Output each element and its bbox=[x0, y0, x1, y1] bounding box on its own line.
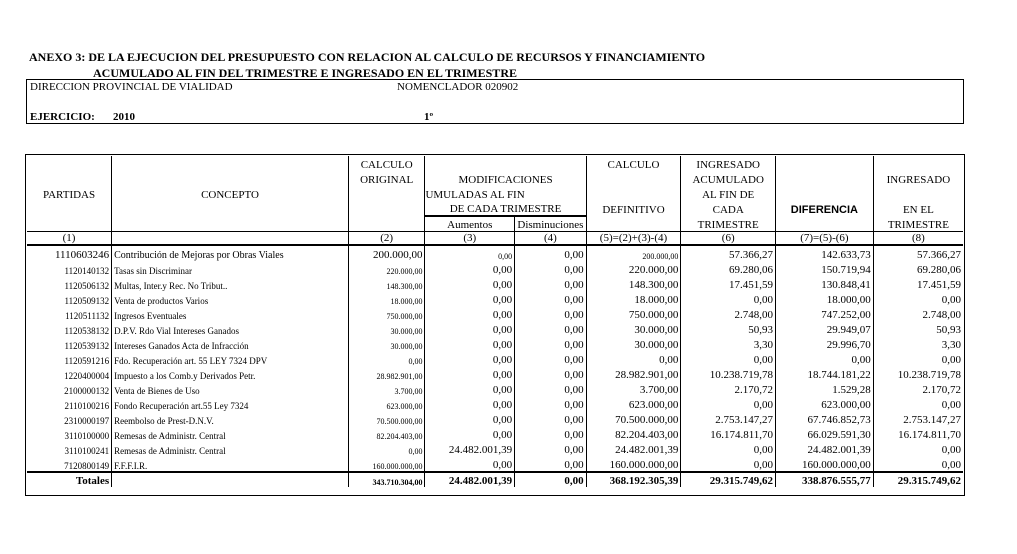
totals-orig: 343.710.304,00 bbox=[348, 472, 425, 487]
row-ingresado-trimestre: 0,00 bbox=[941, 459, 961, 471]
row-ingresado-trimestre: 0,00 bbox=[941, 294, 961, 306]
row-ingresado-trimestre: 2.748,00 bbox=[922, 309, 961, 321]
row-ingresado-trimestre: 0,00 bbox=[941, 399, 961, 411]
row-disminuciones: 0,00 bbox=[515, 441, 587, 456]
table-row bbox=[27, 411, 963, 426]
row-code: 1110603246 bbox=[27, 245, 112, 261]
table-row bbox=[27, 336, 963, 351]
row-code: 1120539132 bbox=[27, 336, 112, 351]
row-ingresado-acumulado: 0,00 bbox=[681, 441, 776, 456]
row-diferencia: 18.000,00 bbox=[776, 291, 874, 306]
ejercicio-year: 2010 bbox=[113, 111, 135, 123]
row-ingresado-trimestre: 16.174.811,70 bbox=[898, 429, 961, 441]
table-row bbox=[27, 396, 963, 411]
totals-row bbox=[27, 472, 963, 487]
row-diferencia: 66.029.591,30 bbox=[776, 426, 874, 441]
row-disminuciones: 0,00 bbox=[515, 381, 587, 396]
row-ingresado-acumulado: 50,93 bbox=[681, 321, 776, 336]
row-concept: Venta de productos Varios bbox=[112, 291, 349, 306]
row-code: 2100000132 bbox=[27, 381, 112, 396]
row-aumentos: 0,00 bbox=[425, 291, 515, 306]
row-calc-original: 623.000,00 bbox=[348, 396, 425, 411]
row-ingresado-acumulado: 2.753.147,27 bbox=[681, 411, 776, 426]
col-calc-def-1: CALCULO bbox=[586, 156, 681, 171]
row-calc-definitivo: 30.000,00 bbox=[586, 321, 681, 336]
row-calc-original: 750.000,00 bbox=[348, 306, 425, 321]
row-diferencia: 150.719,94 bbox=[776, 261, 874, 276]
row-disminuciones: 0,00 bbox=[515, 351, 587, 366]
col-ing-trim-3: TRIMESTRE bbox=[887, 218, 949, 231]
row-ingresado-trimestre: 17.451,59 bbox=[917, 279, 961, 291]
row-calc-definitivo: 750.000,00 bbox=[586, 306, 681, 321]
row-disminuciones: 0,00 bbox=[515, 245, 587, 261]
table-row bbox=[27, 426, 963, 441]
row-ingresado-trimestre: 3,30 bbox=[941, 339, 961, 351]
row-ingresado-acumulado: 17.451,59 bbox=[681, 276, 776, 291]
row-ingresado-trimestre: 50,93 bbox=[936, 324, 961, 336]
col-ing-acum-3: AL FIN DE bbox=[681, 186, 776, 201]
row-aumentos: 24.482.001,39 bbox=[425, 441, 515, 456]
row-ingresado-acumulado: 3,30 bbox=[681, 336, 776, 351]
row-diferencia: 67.746.852,73 bbox=[776, 411, 874, 426]
row-diferencia: 24.482.001,39 bbox=[776, 441, 874, 456]
row-disminuciones: 0,00 bbox=[515, 336, 587, 351]
row-code: 1220400004 bbox=[27, 366, 112, 381]
col-num-5: (5)=(2)+(3)-(4) bbox=[586, 231, 681, 245]
nomenclador-label: NOMENCLADOR 020902 bbox=[397, 81, 519, 93]
table-body bbox=[27, 245, 963, 472]
totals-label: Totales bbox=[27, 472, 112, 487]
row-code: 1120509132 bbox=[27, 291, 112, 306]
col-disminuciones: Disminuciones bbox=[515, 216, 587, 231]
row-ingresado-acumulado: 0,00 bbox=[681, 291, 776, 306]
row-diferencia: 29.949,07 bbox=[776, 321, 874, 336]
totals-aum: 24.482.001,39 bbox=[425, 472, 515, 487]
row-ingresado-acumulado: 2.170,72 bbox=[681, 381, 776, 396]
row-aumentos: 0,00 bbox=[425, 411, 515, 426]
row-calc-original: 0,00 bbox=[348, 441, 425, 456]
col-calc-orig-2: ORIGINAL bbox=[348, 171, 425, 186]
row-disminuciones: 0,00 bbox=[515, 366, 587, 381]
table-row bbox=[27, 261, 963, 276]
table-row bbox=[27, 381, 963, 396]
row-ingresado-acumulado: 0,00 bbox=[681, 456, 776, 472]
row-ingresado-trimestre: 0,00 bbox=[941, 444, 961, 456]
row-aumentos: 0,00 bbox=[425, 261, 515, 276]
row-diferencia: 18.744.181,22 bbox=[776, 366, 874, 381]
row-concept: D.P.V. Rdo Vial Intereses Ganados bbox=[112, 321, 349, 336]
row-calc-original: 200.000,00 bbox=[348, 245, 425, 261]
table-row bbox=[27, 366, 963, 381]
row-disminuciones: 0,00 bbox=[515, 261, 587, 276]
row-concept: Fdo. Recuperación art. 55 LEY 7324 DPV bbox=[112, 351, 349, 366]
row-concept: F.F.F.I.R. bbox=[112, 456, 349, 472]
row-calc-original: 28.982.901,00 bbox=[348, 366, 425, 381]
col-aumentos: Aumentos bbox=[425, 216, 515, 231]
row-calc-original: 70.500.000,00 bbox=[348, 411, 425, 426]
col-ing-acum-1: INGRESADO bbox=[681, 156, 776, 171]
row-code: 1120538132 bbox=[27, 321, 112, 336]
row-ingresado-trimestre: 2.170,72 bbox=[922, 384, 961, 396]
row-diferencia: 130.848,41 bbox=[776, 276, 874, 291]
row-calc-definitivo: 24.482.001,39 bbox=[586, 441, 681, 456]
row-code: 7120800149 bbox=[27, 456, 112, 472]
col-ing-acum-4: CADA bbox=[681, 201, 776, 216]
row-calc-definitivo: 148.300,00 bbox=[586, 276, 681, 291]
col-num-3: (3) bbox=[425, 231, 515, 245]
row-ingresado-acumulado: 69.280,06 bbox=[681, 261, 776, 276]
row-aumentos: 0,00 bbox=[425, 351, 515, 366]
table-row bbox=[27, 245, 963, 261]
row-concept: Tasas sin Discriminar bbox=[112, 261, 349, 276]
row-ingresado-trimestre: 69.280,06 bbox=[917, 264, 961, 276]
col-num-1: (1) bbox=[27, 231, 112, 245]
totals-def: 368.192.305,39 bbox=[586, 472, 681, 487]
row-calc-original: 82.204.403,00 bbox=[348, 426, 425, 441]
row-ingresado-acumulado: 57.366,27 bbox=[681, 245, 776, 261]
row-calc-definitivo: 623.000,00 bbox=[586, 396, 681, 411]
row-calc-definitivo: 3.700,00 bbox=[586, 381, 681, 396]
table-row bbox=[27, 456, 963, 472]
row-calc-original: 18.000,00 bbox=[348, 291, 425, 306]
table-row bbox=[27, 306, 963, 321]
col-num-7: (7)=(5)-(6) bbox=[776, 231, 874, 245]
row-aumentos: 0,00 bbox=[425, 456, 515, 472]
row-diferencia: 623.000,00 bbox=[776, 396, 874, 411]
row-calc-original: 148.300,00 bbox=[348, 276, 425, 291]
col-num-2: (2) bbox=[348, 231, 425, 245]
table-row bbox=[27, 441, 963, 456]
col-ing-trim-2: EN EL bbox=[902, 204, 934, 216]
row-disminuciones: 0,00 bbox=[515, 426, 587, 441]
row-diferencia: 1.529,28 bbox=[776, 381, 874, 396]
table-row bbox=[27, 276, 963, 291]
row-calc-definitivo: 220.000,00 bbox=[586, 261, 681, 276]
row-ingresado-acumulado: 0,00 bbox=[681, 351, 776, 366]
col-ing-acum-5: TRIMESTRE bbox=[681, 216, 776, 231]
row-diferencia: 160.000.000,00 bbox=[776, 456, 874, 472]
col-num-4: (4) bbox=[515, 231, 587, 245]
row-ingresado-acumulado: 2.748,00 bbox=[681, 306, 776, 321]
totals-dis: 0,00 bbox=[515, 472, 587, 487]
col-num-8: (8) bbox=[873, 231, 963, 245]
row-disminuciones: 0,00 bbox=[515, 276, 587, 291]
row-aumentos: 0,00 bbox=[425, 276, 515, 291]
row-diferencia: 747.252,00 bbox=[776, 306, 874, 321]
ejercicio-label: EJERCICIO: bbox=[30, 111, 95, 123]
row-calc-original: 220.000,00 bbox=[348, 261, 425, 276]
row-ingresado-acumulado: 10.238.719,78 bbox=[681, 366, 776, 381]
row-calc-definitivo: 0,00 bbox=[586, 351, 681, 366]
totals-dif: 338.876.555,77 bbox=[776, 472, 874, 487]
col-diferencia: DIFERENCIA bbox=[776, 201, 874, 216]
row-concept: Contribución de Mejoras por Obras Viales bbox=[112, 245, 349, 261]
row-concept: Fondo Recuperación art.55 Ley 7324 bbox=[112, 396, 349, 411]
table-row bbox=[27, 351, 963, 366]
row-aumentos: 0,00 bbox=[425, 381, 515, 396]
row-code: 1120591216 bbox=[27, 351, 112, 366]
row-ingresado-trimestre: 57.366,27 bbox=[917, 249, 961, 261]
row-disminuciones: 0,00 bbox=[515, 321, 587, 336]
row-aumentos: 0,00 bbox=[425, 245, 515, 261]
row-calc-definitivo: 160.000.000,00 bbox=[586, 456, 681, 472]
row-calc-definitivo: 28.982.901,00 bbox=[586, 366, 681, 381]
report-title: ANEXO 3: DE LA EJECUCION DEL PRESUPUESTO CON RELACION AL CALCULO DE RECURSOS Y FINANCIAMIENTO bbox=[29, 50, 706, 64]
row-aumentos: 0,00 bbox=[425, 396, 515, 411]
row-calc-original: 0,00 bbox=[348, 351, 425, 366]
row-calc-definitivo: 18.000,00 bbox=[586, 291, 681, 306]
table-row bbox=[27, 291, 963, 306]
row-disminuciones: 0,00 bbox=[515, 411, 587, 426]
row-ingresado-acumulado: 0,00 bbox=[681, 396, 776, 411]
totals-trim: 29.315.749,62 bbox=[873, 472, 963, 487]
col-modif-1: MODIFICACIONES bbox=[425, 171, 586, 186]
row-concept: Remesas de Administr. Central bbox=[112, 441, 349, 456]
row-concept: Multas, Inter.y Rec. No Tribut.. bbox=[112, 276, 349, 291]
col-concepto: CONCEPTO bbox=[112, 186, 349, 201]
row-diferencia: 0,00 bbox=[776, 351, 874, 366]
direccion-label: DIRECCION PROVINCIAL DE VIALIDAD bbox=[30, 81, 233, 93]
col-modif-3: DE CADA TRIMESTRE bbox=[425, 201, 586, 216]
totals-acum: 29.315.749,62 bbox=[681, 472, 776, 487]
row-diferencia: 29.996,70 bbox=[776, 336, 874, 351]
row-disminuciones: 0,00 bbox=[515, 291, 587, 306]
table-row bbox=[27, 321, 963, 336]
row-concept: Remesas de Administr. Central bbox=[112, 426, 349, 441]
row-diferencia: 142.633,73 bbox=[776, 245, 874, 261]
row-concept: Intereses Ganados Acta de Infracción bbox=[112, 336, 349, 351]
row-calc-definitivo: 70.500.000,00 bbox=[586, 411, 681, 426]
col-ing-trim-1: INGRESADO bbox=[886, 174, 951, 186]
row-aumentos: 0,00 bbox=[425, 321, 515, 336]
col-calc-def-2: DEFINITIVO bbox=[586, 201, 681, 216]
row-aumentos: 0,00 bbox=[425, 306, 515, 321]
col-partidas: PARTIDAS bbox=[27, 186, 112, 201]
row-disminuciones: 0,00 bbox=[515, 396, 587, 411]
row-aumentos: 0,00 bbox=[425, 426, 515, 441]
row-code: 1120511132 bbox=[27, 306, 112, 321]
row-calc-original: 30.000,00 bbox=[348, 321, 425, 336]
row-concept: Reembolso de Prest-D.N.V. bbox=[112, 411, 349, 426]
row-concept: Ingresos Eventuales bbox=[112, 306, 349, 321]
row-code: 3110100000 bbox=[27, 426, 112, 441]
row-code: 2110100216 bbox=[27, 396, 112, 411]
row-calc-original: 160.000.000,00 bbox=[348, 456, 425, 472]
budget-table bbox=[27, 156, 963, 487]
col-modif-2: UMULADAS AL FIN bbox=[425, 186, 586, 201]
row-ingresado-acumulado: 16.174.811,70 bbox=[681, 426, 776, 441]
row-concept: Impuesto a los Comb.y Derivados Petr. bbox=[112, 366, 349, 381]
row-code: 3110100241 bbox=[27, 441, 112, 456]
row-calc-definitivo: 82.204.403,00 bbox=[586, 426, 681, 441]
row-concept: Venta de Bienes de Uso bbox=[112, 381, 349, 396]
row-ingresado-trimestre: 0,00 bbox=[941, 354, 961, 366]
row-ingresado-trimestre: 10.238.719,78 bbox=[897, 369, 961, 381]
row-calc-original: 30.000,00 bbox=[348, 336, 425, 351]
row-code: 2310000197 bbox=[27, 411, 112, 426]
row-code: 1120506132 bbox=[27, 276, 112, 291]
row-aumentos: 0,00 bbox=[425, 366, 515, 381]
row-ingresado-trimestre: 2.753.147,27 bbox=[903, 414, 961, 426]
trimestre-label: 1º bbox=[424, 111, 434, 123]
row-calc-definitivo: 30.000,00 bbox=[586, 336, 681, 351]
budget-table-frame bbox=[25, 154, 965, 496]
col-calc-orig-1: CALCULO bbox=[348, 156, 425, 171]
row-disminuciones: 0,00 bbox=[515, 306, 587, 321]
col-ing-acum-2: ACUMULADO bbox=[681, 171, 776, 186]
header-box bbox=[26, 79, 964, 124]
row-code: 1120140132 bbox=[27, 261, 112, 276]
row-calc-definitivo: 200.000,00 bbox=[586, 245, 681, 261]
row-disminuciones: 0,00 bbox=[515, 456, 587, 472]
row-calc-original: 3.700,00 bbox=[348, 381, 425, 396]
report-subtitle: ACUMULADO AL FIN DEL TRIMESTRE E INGRESADO EN EL TRIMESTRE bbox=[93, 66, 517, 80]
col-num-6: (6) bbox=[681, 231, 776, 245]
row-aumentos: 0,00 bbox=[425, 336, 515, 351]
